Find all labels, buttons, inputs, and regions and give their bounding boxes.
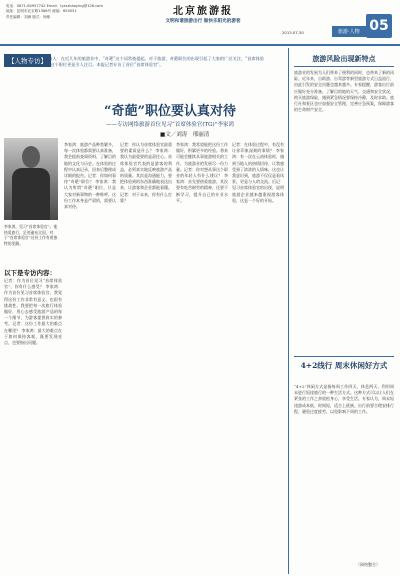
- photo-caption: 李家鸿，见习“首席体验官”。他热爱旅行，足迹遍布全国，对于“首席体验官”这份工作有着独特的见解。: [4, 224, 58, 246]
- column-tag: 【人物专访】: [4, 54, 51, 67]
- article-column-4: 李家鸿：我希望能把这份工作做好，积累更多的经验。将来可能会继续从事旅游相关的工作，为旅游业的发展尽一份力量。记者：你对想从事这个职业的年轻人有什么建议？ 李家鸿：首先要热爱旅游，其次要有吃苦耐劳的精神，还要不断学习，提升自己的专业水平。: [176, 142, 228, 203]
- portrait-body: [12, 168, 50, 220]
- contact-line: 电话：0871-64957742 Email：lyzxzhaoying@126.com: [6, 4, 103, 8]
- page-header: [0, 0, 400, 46]
- paper-slogan: 文明和谐旅游出行 做快乐阳光的游客: [165, 19, 241, 24]
- qa-heading: 以下是专访内容：: [4, 269, 56, 277]
- article-subtitle: ——专访网络旅游首位见习“首席体验官(TG)”李家鸿: [106, 122, 234, 128]
- portrait-head: [22, 146, 40, 168]
- paper-name: 北京旅游报: [173, 6, 233, 17]
- article-title: “奇葩”职位要认真对待: [104, 104, 236, 119]
- article-intro: 主持人：在近几年的旅游业中，“奇葩”这个词常被提起。对于旅游、奇葩职位的出现引起了大家的广泛关注，“首席体验官”这个职位更是引人注目。本报记者专访了首位“首席体验官”。: [44, 56, 264, 68]
- section-label: 旅游·人物: [332, 26, 366, 37]
- contact-line: 地址：昆明市北京路1368号 邮编：650051: [6, 9, 77, 14]
- sidebar-title-1: 旅游风险出现新特点: [312, 54, 376, 63]
- article-column-2: 李家鸿：旅游产品种类繁多，每一次体验都需要认真准备，我会提前查阅资料，了解目的地的文化与历史。在体验的过程中认真记录，回来后整理成详细的报告。记者：你如何看待“奇葩”职位？ 李家鸿：我认为所谓“奇葩”职位，只是大家对新事物的一种称呼，这份工作本身是严肃的，需要认真对待。: [64, 142, 116, 210]
- sidebar-text-1: 旅游业的发展为人们带来了便利的同时，也带来了新的风险。近年来，自助游、自驾游等新型旅游方式日益流行，由此引发的安全问题也越来越多。专家提醒，游客出行前应做好充分准备，了解目的地的天气、交通和安全状况，购买旅游保险，遇到紧急情况要保持冷静，及时求助。旅行社和景区也应加强安全管理，完善应急预案，保障游客的生命财产安全。: [294, 70, 394, 113]
- sidebar-text-2: “4+2”休闲方式是指每周工作四天，休息两天，利用周末进行短途旅行的一种生活方式。这种方式可以让人们在紧张的工作之余放松身心，享受生活。专家认为，周末短途游成本低、时间短，适合上班族。出行前要合理安排行程，避免过度疲劳，以免影响下周的工作。: [294, 384, 394, 414]
- sidebar-divider: [294, 66, 394, 67]
- masthead: [118, 2, 288, 24]
- sidebar-divider: [294, 356, 394, 357]
- issue-date: 2013.07.30: [282, 30, 304, 35]
- page-number: 05: [366, 14, 392, 38]
- article-byline: ■文／刘涛 邢丽清: [160, 132, 210, 138]
- contact-line: 责任编辑：刘满 版式：杨敏: [6, 14, 51, 19]
- article-column-5: 记者：在体验过程中，有没有让你印象深刻的事情？ 李家鸿：有一次在云南体验时，遇到当地人的热情招待，让我感受到了浓浓的人情味。这也让我意识到，旅游不仅仅是看风景，更是与人的交流。后记：见习首席体验官的出现，说明旅游企业越来越重视游客体验，这是一个好的开始。: [232, 142, 284, 203]
- contact-info: [6, 4, 116, 20]
- article-column-1: 记者：作为首位见习“首席体验官”，你有什么感受？ 李家鸿：作为首位见习首席体验官，我觉得这份工作非常有意义，也很有挑战性。我要把每一次旅行体验做好，用心去感受旅游产品的每一个细节，为游客提供真实的参考。记者：这份工作最大的难点在哪里？ 李家鸿：最大的难点在于如何保持客观，既要发现亮点，也要指出问题。: [4, 278, 62, 346]
- article-column-3: 记者：你认为首席体验官最重要的素质是什么？ 李家鸿：我认为最重要的是责任心。首席体验官代表的是游客的利益，必须真实地反映旅游产品的质量。其次是沟通能力，要把体验到的东西准确地表达出来，让游客和企业都能看懂。记者：对于未来，你有什么打算？: [120, 142, 172, 203]
- portrait-photo: [4, 138, 58, 220]
- column-divider: [288, 48, 289, 574]
- sidebar-title-2: 4+2线行 周末休闲好方式: [300, 361, 388, 370]
- sidebar-source: （网络整合）: [356, 562, 380, 567]
